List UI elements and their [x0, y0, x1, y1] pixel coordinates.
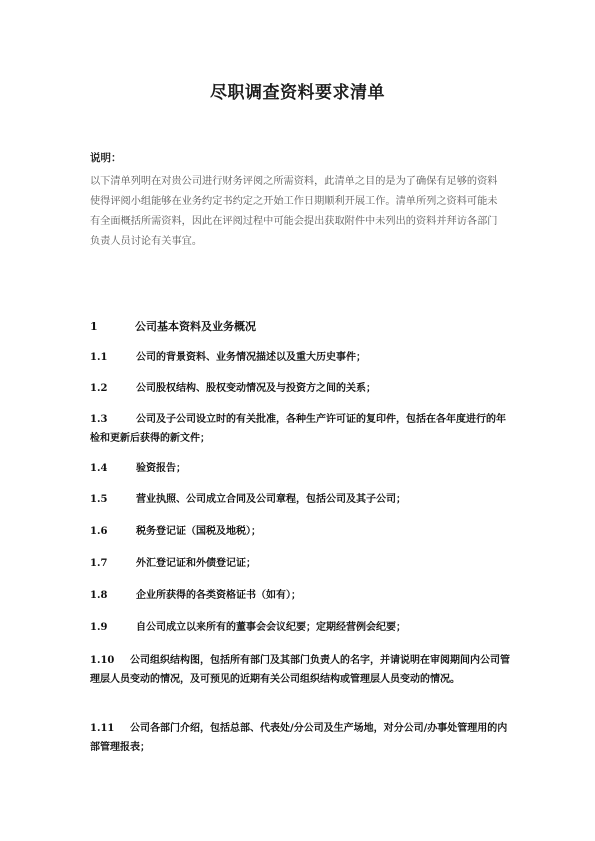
item-number: 1.8 [90, 590, 108, 601]
list-item [90, 618, 510, 637]
item-text: 公司的背景资料、业务情况描述以及重大历史事件； [136, 352, 366, 363]
item-number: 1.7 [90, 558, 108, 569]
list-item [90, 586, 510, 605]
item-number: 1.6 [90, 526, 108, 537]
item-text: 公司组织结构图，包括所有部门及其部门负责人的名字，并请说明在审阅期间内公司管理层人员变动的情况，及可预见的近期有关公司组织结构或管理层人员变动的情况。 [90, 655, 510, 685]
list-item [90, 459, 510, 478]
item-text: 自公司成立以来所有的董事会会议纪要；定期经营例会纪要； [136, 622, 406, 633]
item-number: 1.10 [90, 655, 115, 666]
list-item [90, 348, 510, 367]
note-body: 以下清单列明在对贵公司进行财务评阅之所需资料，此清单之目的是为了确保有足够的资料使得评阅小组能够在业务约定书约定之开始工作日期顺利开展工作。清单所列之资料可能未有全面概括所需资料，因此在评阅过程中可能会提出获取附件中未列出的资料并拜访各部门负责人员讨论有关事宜。 [90, 176, 498, 247]
item-text: 公司各部门介绍，包括总部、代表处/分公司及生产场地，对分公司/办事处管理用的内部管理报表； [90, 723, 508, 753]
list-item [90, 651, 510, 689]
item-number: 1.3 [90, 414, 108, 425]
item-number: 1.1 [90, 352, 108, 363]
document-title: 尽职调查资料要求清单 [210, 83, 385, 103]
section-number: 1 [90, 320, 98, 333]
item-number: 1.2 [90, 383, 108, 394]
item-text: 营业执照、公司成立合同及公司章程，包括公司及其子公司； [136, 494, 406, 505]
list-item [90, 379, 510, 398]
list-item [90, 554, 510, 573]
item-text: 公司股权结构、股权变动情况及与投资方之间的关系； [136, 383, 376, 394]
item-text: 企业所获得的各类资格证书（如有）； [136, 590, 301, 601]
item-text: 税务登记证（国税及地税）； [136, 526, 261, 537]
item-number: 1.5 [90, 494, 108, 505]
item-number: 1.11 [90, 723, 115, 734]
section-heading [90, 318, 256, 334]
list-item [90, 719, 510, 757]
list-item [90, 410, 510, 448]
list-item [90, 490, 510, 509]
item-number: 1.4 [90, 463, 108, 474]
item-text: 验资报告； [136, 463, 186, 474]
section-title: 公司基本资料及业务概况 [135, 320, 256, 333]
item-text: 公司及子公司设立时的有关批准，各种生产许可证的复印件，包括在各年度进行的年检和更新后获得的新文件； [90, 414, 506, 444]
item-number: 1.9 [90, 622, 108, 633]
item-text: 外汇登记证和外债登记证； [136, 558, 256, 569]
list-item [90, 522, 510, 541]
note-label: 说明： [90, 152, 122, 164]
